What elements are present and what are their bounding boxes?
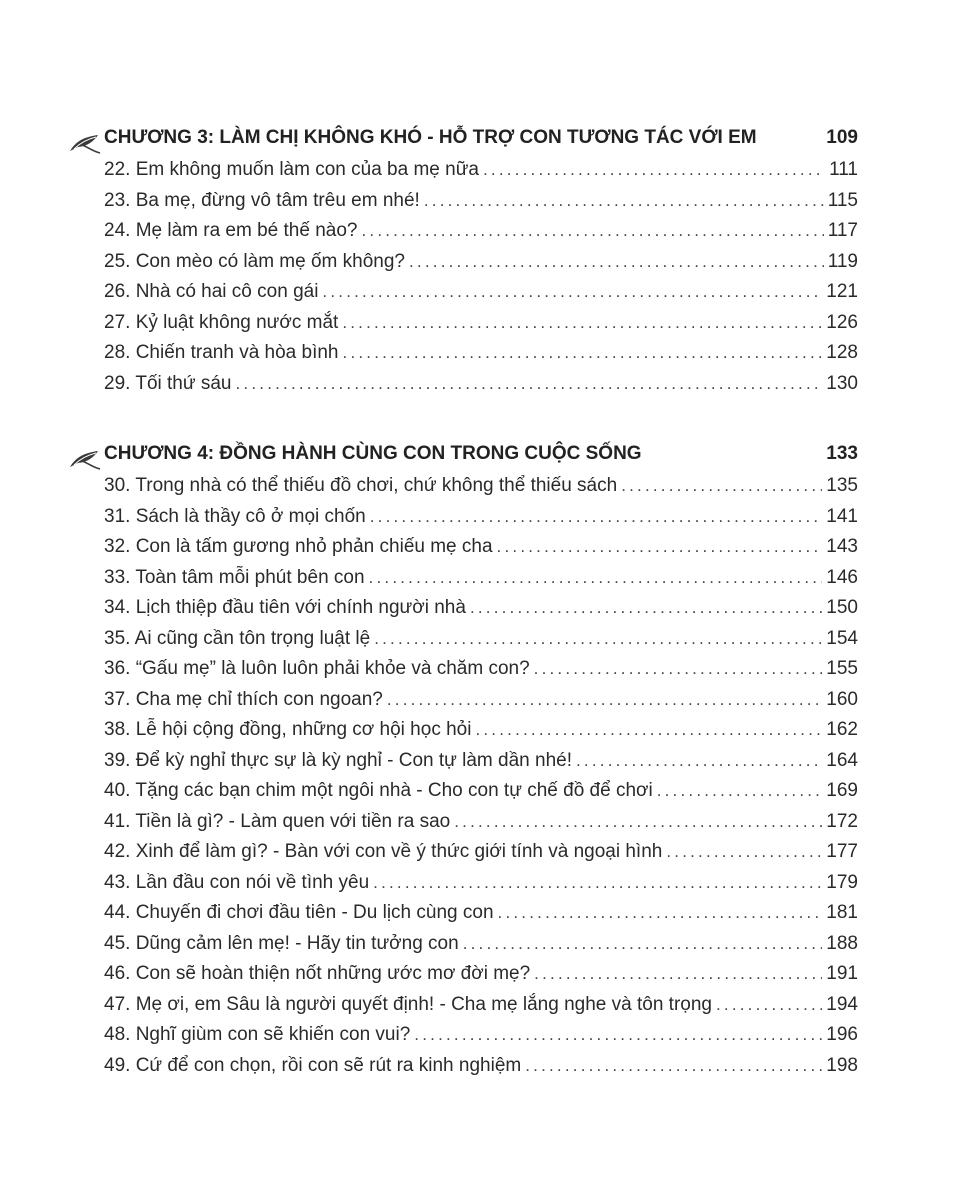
- dot-leader: [361, 221, 823, 241]
- entry-page-number: 194: [826, 993, 858, 1015]
- entry-title: 22. Em không muốn làm con của ba mẹ nữa: [104, 159, 479, 180]
- toc-entry: [104, 780, 858, 811]
- toc-entry: [104, 281, 858, 312]
- entry-page-number: 154: [826, 627, 858, 649]
- entry-title: 25. Con mèo có làm mẹ ốm không?: [104, 250, 405, 272]
- entry-title: 31. Sách là thầy cô ở mọi chốn: [104, 505, 366, 527]
- entry-page-number: 198: [826, 1054, 858, 1076]
- entry-page-number: 126: [826, 311, 858, 333]
- entry-page-number: 181: [826, 902, 858, 923]
- entry-title: 23. Ba mẹ, đừng vô tâm trêu em nhé!: [104, 189, 420, 211]
- entry-title: 49. Cứ để con chọn, rồi con sẽ rút ra kinh nghiệm: [104, 1054, 522, 1076]
- dot-leader: [373, 873, 822, 893]
- entry-page-number: 150: [826, 597, 858, 618]
- entry-page-number: 162: [826, 719, 858, 740]
- chapter-heading: [68, 443, 858, 475]
- entry-title: 48. Nghĩ giùm con sẽ khiến con vui?: [104, 1024, 411, 1045]
- toc-entry: [104, 689, 858, 720]
- toc-entry: [104, 220, 858, 251]
- entry-page-number: 135: [826, 475, 858, 496]
- dot-leader: [387, 690, 822, 710]
- toc-entry: [104, 373, 858, 404]
- dot-leader: [322, 282, 822, 302]
- entry-page-number: 146: [826, 566, 858, 588]
- dot-leader: [409, 252, 824, 272]
- entry-page-number: 188: [826, 932, 858, 954]
- entry-page-number: 143: [826, 536, 858, 557]
- entry-page-number: 130: [826, 372, 858, 394]
- entry-page-number: 128: [826, 342, 858, 363]
- chapter-page-number: 109: [826, 127, 858, 148]
- entry-page-number: 196: [826, 1024, 858, 1045]
- entry-title: 38. Lễ hội cộng đồng, những cơ hội học hỏi: [104, 719, 472, 740]
- entry-title: 26. Nhà có hai cô con gái: [104, 281, 319, 302]
- entry-page-number: 111: [829, 159, 858, 180]
- entry-title: 35. Ai cũng cần tôn trọng luật lệ: [104, 627, 371, 649]
- toc-entry: [104, 159, 858, 190]
- entry-page-number: 179: [826, 871, 858, 893]
- dot-leader: [497, 537, 823, 557]
- dot-leader: [666, 842, 822, 862]
- dot-leader: [716, 995, 822, 1015]
- chapter-title: CHƯƠNG 3: LÀM CHỊ KHÔNG KHÓ - HỖ TRỢ CON TƯƠNG TÁC VỚI EM: [104, 127, 757, 148]
- entry-title: 45. Dũng cảm lên mẹ! - Hãy tin tưởng con: [104, 932, 459, 954]
- dot-leader: [370, 507, 823, 527]
- dot-leader: [424, 191, 824, 211]
- leaf-ornament-icon: [68, 131, 102, 155]
- dot-leader: [470, 598, 822, 618]
- toc-entry: [104, 251, 858, 282]
- entry-title: 39. Để kỳ nghỉ thực sự là kỳ nghỉ - Con tự làm dần nhé!: [104, 749, 572, 771]
- chapter-page-number: 133: [826, 443, 858, 464]
- dot-leader: [454, 812, 822, 832]
- entry-page-number: 121: [826, 281, 858, 302]
- dot-leader: [475, 720, 822, 740]
- entry-page-number: 164: [826, 749, 858, 771]
- toc-entry: [104, 719, 858, 750]
- dot-leader: [483, 160, 825, 180]
- entry-title: 29. Tối thứ sáu: [104, 372, 232, 394]
- entry-title: 40. Tặng các bạn chim một ngôi nhà - Cho con tự chế đồ để chơi: [104, 780, 653, 801]
- dot-leader: [342, 313, 822, 333]
- entry-page-number: 119: [827, 250, 858, 272]
- chapter-title: CHƯƠNG 4: ĐỒNG HÀNH CÙNG CON TRONG CUỘC SỐNG: [104, 443, 642, 464]
- dot-leader: [414, 1025, 822, 1045]
- entry-page-number: 160: [826, 688, 858, 710]
- toc-entry: [104, 1055, 858, 1086]
- dot-leader: [534, 964, 822, 984]
- entry-title: 36. “Gấu mẹ” là luôn luôn phải khỏe và chăm con?: [104, 658, 530, 679]
- toc-entry: [104, 506, 858, 537]
- dot-leader: [525, 1056, 822, 1076]
- toc-entry: [104, 536, 858, 567]
- entry-title: 47. Mẹ ơi, em Sâu là người quyết định! - Cha mẹ lắng nghe và tôn trọng: [104, 993, 712, 1015]
- toc-entry: [104, 475, 858, 506]
- entry-title: 28. Chiến tranh và hòa bình: [104, 342, 339, 363]
- entry-page-number: 191: [826, 963, 858, 984]
- entry-title: 24. Mẹ làm ra em bé thế nào?: [104, 220, 358, 241]
- dot-leader: [621, 476, 822, 496]
- dot-leader: [236, 374, 823, 394]
- toc-entry: [104, 1024, 858, 1055]
- toc-entry: [104, 811, 858, 842]
- entry-title: 41. Tiền là gì? - Làm quen với tiền ra sao: [104, 810, 451, 832]
- toc-entry: [104, 994, 858, 1025]
- entry-title: 33. Toàn tâm mỗi phút bên con: [104, 566, 365, 588]
- entry-page-number: 115: [827, 189, 858, 211]
- entry-title: 42. Xinh để làm gì? - Bàn với con về ý thức giới tính và ngoại hình: [104, 841, 663, 862]
- toc-entry: [104, 312, 858, 343]
- entry-title: 32. Con là tấm gương nhỏ phản chiếu mẹ cha: [104, 536, 493, 557]
- dot-leader: [343, 343, 823, 363]
- entry-page-number: 141: [826, 505, 858, 527]
- entry-title: 37. Cha mẹ chỉ thích con ngoan?: [104, 688, 383, 710]
- toc-entry: [104, 342, 858, 373]
- chapter-heading: [68, 127, 858, 159]
- toc-entry: [104, 902, 858, 933]
- entry-page-number: 155: [826, 658, 858, 679]
- toc-entry: [104, 963, 858, 994]
- entry-page-number: 117: [827, 220, 858, 241]
- chapter-3: [68, 127, 858, 403]
- entry-title: 43. Lần đầu con nói về tình yêu: [104, 871, 370, 893]
- entry-page-number: 172: [826, 810, 858, 832]
- dot-leader: [374, 629, 822, 649]
- toc-entry: [104, 597, 858, 628]
- entry-page-number: 169: [826, 780, 858, 801]
- toc-entry: [104, 190, 858, 221]
- entry-title: 27. Kỷ luật không nước mắt: [104, 311, 339, 333]
- dot-leader: [576, 751, 822, 771]
- entry-title: 44. Chuyến đi chơi đầu tiên - Du lịch cùng con: [104, 902, 494, 923]
- toc-entry: [104, 933, 858, 964]
- dot-leader: [369, 568, 823, 588]
- entry-page-number: 177: [826, 841, 858, 862]
- leaf-ornament-icon: [68, 447, 102, 471]
- toc-entry: [104, 841, 858, 872]
- entry-title: 46. Con sẽ hoàn thiện nốt những ước mơ đời mẹ?: [104, 963, 531, 984]
- dot-leader: [657, 781, 823, 801]
- toc-entry: [104, 628, 858, 659]
- chapter-4: [68, 443, 858, 1085]
- dot-leader: [463, 934, 823, 954]
- dot-leader: [498, 903, 823, 923]
- toc-entry: [104, 872, 858, 903]
- toc-entry: [104, 567, 858, 598]
- toc-entry: [104, 658, 858, 689]
- entry-title: 30. Trong nhà có thể thiếu đồ chơi, chứ không thể thiếu sách: [104, 475, 618, 496]
- toc-entry: [104, 750, 858, 781]
- entry-title: 34. Lịch thiệp đầu tiên với chính người nhà: [104, 597, 466, 618]
- dot-leader: [534, 659, 823, 679]
